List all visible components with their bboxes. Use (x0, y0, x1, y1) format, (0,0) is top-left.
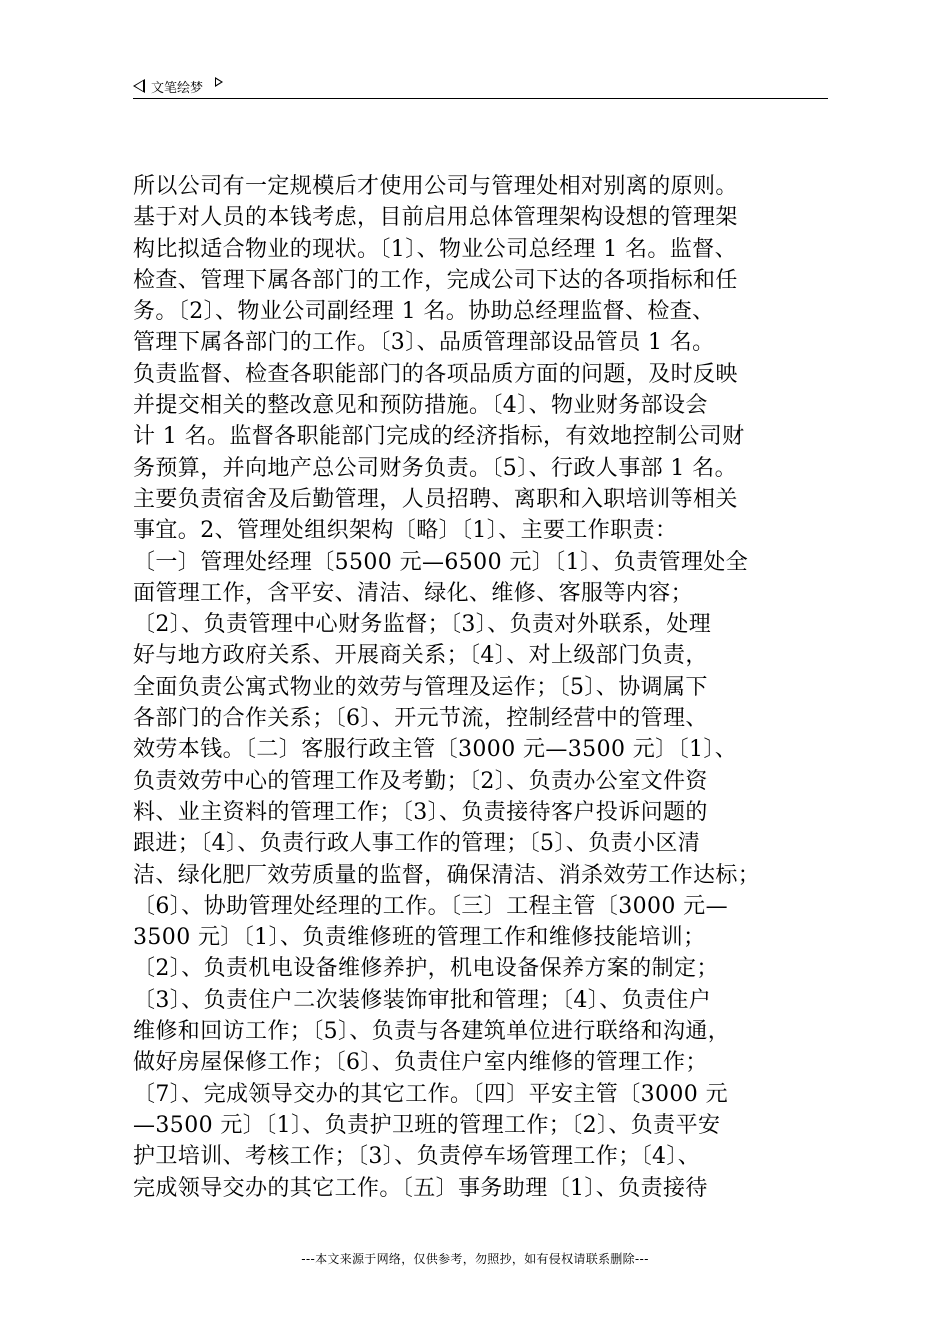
body-paragraph: 所以公司有一定规模后才使用公司与管理处相对别离的原则。 基于对人员的本钱考虑，目前启用总体管理架构设想的管理架 构比拟适合物业的现状。〔1〕、物业公司总经理 1 名。监督、 检查、管理下属各部门的工作，完成公司下达的各项指标和任 务。〔2〕、物业公司副经理 1 名。协助总经理监督、检查、 管理下属各部门的工作。〔3〕、品质管理部设品管员 1 名。 负责监督、检查各职能部门的各项品质方面的问题，及时反映 并提交相关的整改意见和预防措施。〔4〕、物业财务部设会 计 1 名。监督各职能部门完成的经济指标，有效地控制公司财 务预算，并向地产总公司财务负责。〔5〕、行政人事部 1 名。 主要负责宿舍及后勤管理，人员招聘、离职和入职培训等相关 事宜。2、管理处组织架构〔略〕〔1〕、主要工作职责： 〔一〕管理处经理〔5500 元—6500 元〕〔1〕、负责管理处全 面管理工作，含平安、清洁、绿化、维修、客服等内容； 〔2〕、负责管理中心财务监督；〔3〕、负责对外联系，处理 好与地方政府关系、开展商关系；〔4〕、对上级部门负责， 全面负责公寓式物业的效劳与管理及运作；〔5〕、协调属下 各部门的合作关系；〔6〕、开元节流，控制经营中的管理、 效劳本钱。〔二〕客服行政主管〔3000 元—3500 元〕〔1〕、 负责效劳中心的管理工作及考勤；〔2〕、负责办公室文件资 料、业主资料的管理工作；〔3〕、负责接待客户投诉问题的 跟进；〔4〕、负责行政人事工作的管理；〔5〕、负责小区清 洁、绿化肥厂效劳质量的监督，确保清洁、消杀效劳工作达标； 〔6〕、协助管理处经理的工作。〔三〕工程主管〔3000 元— 3500 元〕〔1〕、负责维修班的管理工作和维修技能培训； 〔2〕、负责机电设备维修养护，机电设备保养方案的制定； 〔3〕、负责住户二次装修装饰审批和管理；〔4〕、负责住户 维修和回访工作；〔5〕、负责与各建筑单位进行联络和沟通， 做好房屋保修工作；〔6〕、负责住户室内维修的管理工作； 〔7〕、完成领导交办的其它工作。〔四〕平安主管〔3000 元 —3500 元〕〔1〕、负责护卫班的管理工作；〔2〕、负责平安 护卫培训、考核工作；〔3〕、负责停车场管理工作；〔4〕、 完成领导交办的其它工作。〔五〕事务助理〔1〕、负责接待 (133, 174, 761, 1201)
header-divider (133, 98, 828, 99)
footer-disclaimer: ---本文来源于网络，仅供参考，勿照抄，如有侵权请联系删除--- (301, 1252, 649, 1266)
page-header (133, 74, 223, 98)
triangle-right-icon (215, 77, 223, 87)
header-title: 文笔绘梦 (151, 80, 204, 96)
triangle-left-icon (133, 79, 145, 93)
